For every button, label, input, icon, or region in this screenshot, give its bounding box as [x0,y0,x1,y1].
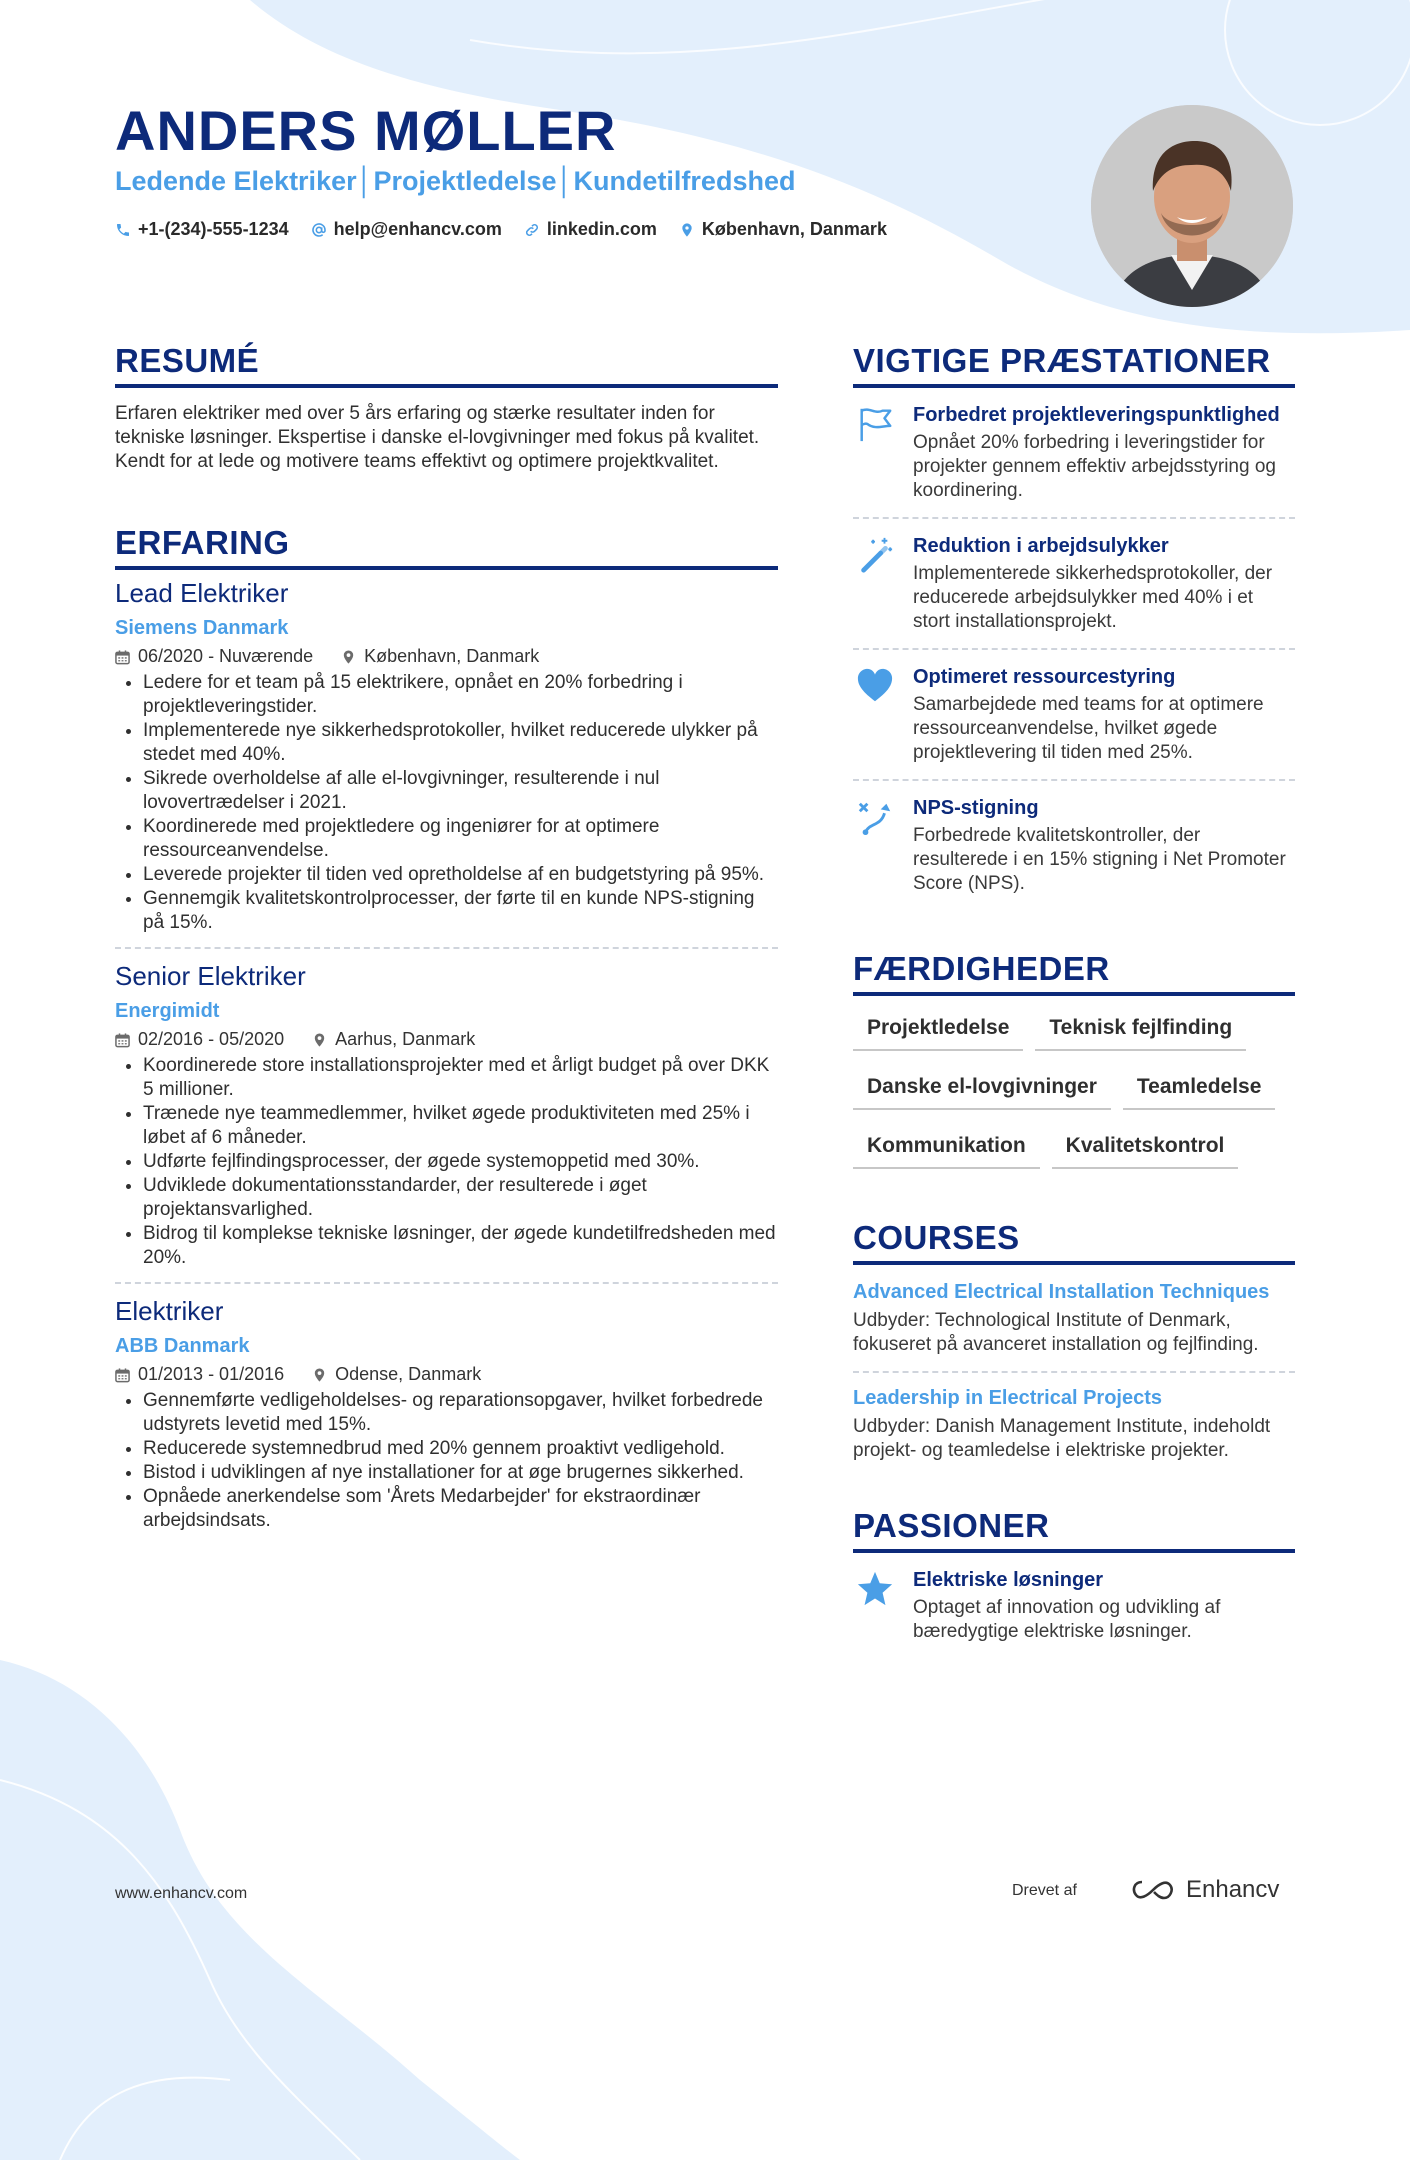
phone-icon [115,222,131,238]
achievement-desc: Implementerede sikkerhedsprotokoller, der reducerede arbejdsulykker med 40% i et stort installationsprojekt. [913,563,1273,632]
portrait-image [1091,105,1293,307]
passion-title: Elektriske løsninger [913,1569,1104,1591]
calendar-icon [115,1032,130,1048]
bullet-item: • Udviklede dokumentationsstandarder, der resulterede i øget projektansvarlighed. [143,1174,778,1222]
experience-heading: ERFARING [115,524,778,570]
flag-icon [856,405,894,443]
achievement-item [853,525,1295,644]
contact-bar [115,219,887,240]
bullet-item: • Gennemgik kvalitetskontrolprocesser, der førte til en kunde NPS-stigning på 15%. [143,887,778,935]
bullet-item: • Leverede projekter til tiden ved opretholdelse af en budgetstyring på 95%. [143,863,778,887]
divider [115,1282,778,1284]
job-dates [115,1364,284,1385]
passions-heading: PASSIONER [853,1507,1295,1553]
dates-text: 01/2013 - 01/2016 [138,1364,285,1384]
course-desc: Udbyder: Danish Management Institute, indeholdt projekt- og teamledelse i elektriske projekter. [853,1416,1271,1461]
job-entry [115,578,778,935]
bullet-item: • Opnåede anerkendelse som 'Årets Medarbejder' for ekstraordinær arbejdsindsats. [143,1485,778,1533]
achievement-desc: Samarbejdede med teams for at optimere ressourceanvendelse, hvilket øgede projektlevering til tiden med 25%. [913,694,1264,763]
bullet-item: • Udførte fejlfindingsprocesser, der øgede systemoppetid med 30%. [143,1150,778,1174]
location-text: Odense, Danmark [335,1364,482,1384]
bullet-item: • Implementerede nye sikkerhedsprotokoller, hvilket reducerede ulykker på stedet med 40%. [143,719,778,767]
candidate-name: ANDERS MØLLER [115,99,617,162]
footer-powered-by: Drevet af [1012,1882,1077,1899]
summary-heading: RESUMÉ [115,342,778,388]
bullet-item: • Trænede nye teammedlemmer, hvilket øgede produktiviteten med 25% i løbet af 6 måneder. [143,1102,778,1150]
achievement-desc: Forbedrede kvalitetskontroller, der resulterede i en 15% stigning i Net Promoter Score (NPS). [913,825,1286,894]
course-title: Advanced Electrical Installation Techniques [853,1281,1270,1303]
headline: Ledende Elektriker│Projektledelse│Kundetilfredshed [115,166,796,196]
linkedin-text: linkedin.com [546,219,657,239]
contact-email[interactable] [311,219,502,240]
job-meta [115,1364,778,1385]
footer-website[interactable]: www.enhancv.com [115,1885,248,1902]
job-meta [115,646,778,667]
achievement-title: Optimeret ressourcestyring [913,666,1176,688]
phone-text: +1-(234)-555-1234 [138,219,289,239]
location-icon [679,222,695,238]
email-text: help@enhancv.com [333,219,502,239]
right-column [853,342,1295,1654]
location-text: Aarhus, Danmark [335,1029,476,1049]
bullet-item: • Koordinerede store installationsprojekter med et årligt budget på over DKK 5 millioner. [143,1054,778,1102]
contact-phone[interactable] [115,219,289,240]
location-icon [312,1032,327,1048]
job-meta [115,1029,778,1050]
passion-desc: Optaget af innovation og udvikling af bæredygtige elektriske løsninger. [913,1597,1221,1642]
profile-photo [1091,105,1293,307]
location-text: København, Danmark [701,219,887,239]
job-entry [115,961,778,1270]
job-bullets [115,671,778,935]
achievement-icon-wrap [853,795,897,896]
bullet-item: • Bistod i udviklingen af nye installationer for at øge brugernes sikkerhed. [143,1461,778,1485]
courses-heading: COURSES [853,1219,1295,1265]
passion-icon-wrap [853,1567,897,1644]
divider [853,779,1295,781]
dates-text: 02/2016 - 05/2020 [138,1029,285,1049]
job-entry [115,1296,778,1533]
heart-icon [856,667,894,705]
bullet-item: • Koordinerede med projektledere og ingeniører for at optimere ressourceanvendelse. [143,815,778,863]
achievement-item [853,656,1295,775]
at-icon [311,222,327,238]
enhancv-logo[interactable] [1130,1876,1279,1904]
job-location [341,646,539,667]
bullet-item: • Bidrog til komplekse tekniske løsninger, der øgede kundetilfredsheden med 20%. [143,1222,778,1270]
skill-tag: Teknisk fejlfinding [1035,1006,1246,1051]
calendar-icon [115,1367,130,1383]
skill-tag: Projektledelse [853,1006,1023,1051]
divider [853,1371,1295,1373]
job-bullets [115,1389,778,1533]
achievement-title: NPS-stigning [913,797,1039,819]
bullet-item: • Ledere for et team på 15 elektrikere, opnået en 20% forbedring i projektleveringstider. [143,671,778,719]
achievement-desc: Opnået 20% forbedring i leveringstider for projekter gennem effektiv arbejdsstyring og koordinering. [913,432,1276,501]
job-dates [115,646,313,667]
divider [853,517,1295,519]
job-bullets [115,1054,778,1270]
bullet-item: • Reducerede systemnedbrud med 20% gennem proaktivt vedligehold. [143,1437,778,1461]
star-icon [856,1570,894,1608]
skill-tag: Kvalitetskontrol [1052,1124,1239,1169]
achievement-icon-wrap [853,533,897,634]
passion-item [853,1559,1295,1654]
skill-tag: Teamledelse [1123,1065,1276,1110]
course-title: Leadership in Electrical Projects [853,1387,1163,1409]
dates-text: 06/2020 - Nuværende [138,646,314,666]
achievement-item [853,787,1295,906]
skill-tag: Danske el-lovgivninger [853,1065,1111,1110]
calendar-icon [115,649,130,665]
achievements-heading: VIGTIGE PRÆSTATIONER [853,342,1295,388]
left-column [115,342,778,1543]
contact-location [679,219,887,240]
course-item [853,1385,1295,1463]
bullet-item: • Gennemførte vedligeholdelses- og reparationsopgaver, hvilket forbedrede udstyrets levetid med 15%. [143,1389,778,1437]
course-desc: Udbyder: Technological Institute of Denmark, fokuseret på avanceret installation og fejlfinding. [853,1310,1259,1355]
divider [115,947,778,949]
job-location [312,1364,481,1385]
location-icon [341,649,356,665]
bullet-item: • Sikrede overholdelse af alle el-lovgivninger, resulterende i nul lovovertrædelser i 2021. [143,767,778,815]
course-item [853,1279,1295,1357]
achievement-icon-wrap [853,664,897,765]
divider [853,648,1295,650]
summary-text: Erfaren elektriker med over 5 års erfaring og stærke resultater inden for tekniske løsninger. Ekspertise i danske el-lovgivninger med fokus på kvalitet. Kendt for at lede og motivere teams effektivt og optimere projektkvalitet. [115,403,760,472]
job-title: Lead Elektriker [115,578,289,608]
skills-list [853,1006,1295,1183]
company-name: ABB Danmark [115,1335,250,1357]
contact-linkedin[interactable] [524,219,657,240]
skill-tag: Kommunikation [853,1124,1040,1169]
achievement-item [853,394,1295,513]
location-icon [312,1367,327,1383]
company-name: Siemens Danmark [115,617,289,639]
achievement-icon-wrap [853,402,897,503]
infinity-logo-icon [1130,1878,1176,1902]
job-location [312,1029,475,1050]
job-dates [115,1029,284,1050]
skills-heading: FÆRDIGHEDER [853,950,1295,996]
achievement-title: Forbedret projektleveringspunktlighed [913,404,1280,426]
company-name: Energimidt [115,1000,220,1022]
brand-name: Enhancv [1186,1876,1280,1903]
job-title: Elektriker [115,1296,224,1326]
route-icon [856,798,894,836]
link-icon [524,222,540,238]
magic-wand-icon [856,536,894,574]
job-title: Senior Elektriker [115,961,306,991]
achievement-title: Reduktion i arbejdsulykker [913,535,1169,557]
location-text: København, Danmark [364,646,540,666]
